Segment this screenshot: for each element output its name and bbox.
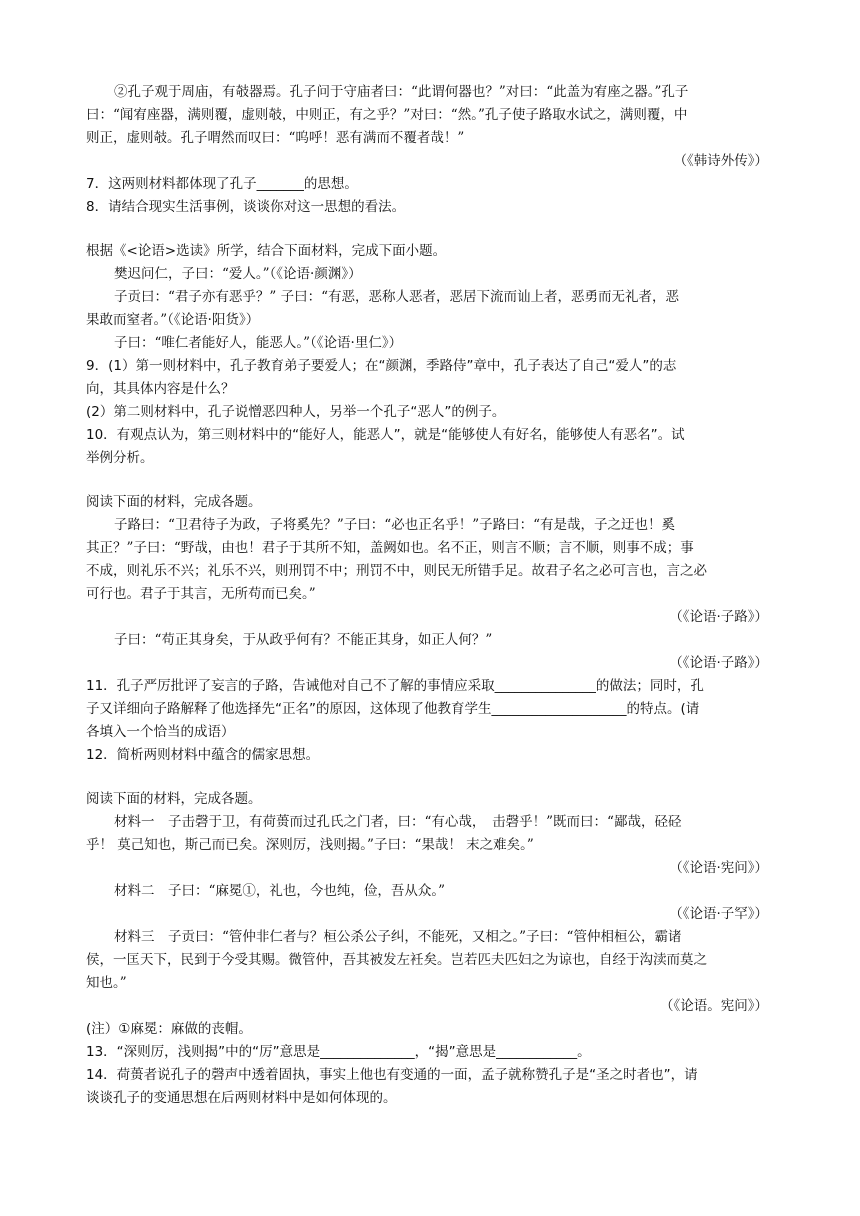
material-line: 不成，则礼乐不兴；礼乐不兴，则刑罚不中；刑罚不中，则民无所错手足。故君子名之必可言也，言之必	[86, 563, 707, 579]
source-citation: （《论语·子罕》）	[669, 906, 768, 922]
material-line: 其正？”子曰：“野哉，由也！君子于其所不知，盖阙如也。名不正，则言不顺；言不顺，则事不成；事	[86, 540, 694, 556]
material-line: 材料一 子击磬于卫，有荷蒉而过孔氏之门者，曰：“有心哉， 击磬乎！”既而曰：“鄙哉，硁硁	[114, 814, 682, 830]
material-line: 可行也。君子于其言，无所苟而已矣。”	[86, 586, 316, 602]
question-10: 10．有观点认为，第三则材料中的“能好人，能恶人”，就是“能够使人有好名，能够使人有恶名”。试	[86, 427, 685, 443]
question-11: 11．孔子严厉批评了妄言的子路，告诫他对自己不了解的事情应采取_______________的做法；同时，孔	[86, 678, 704, 694]
question-12: 12．简析两则材料中蕴含的儒家思想。	[86, 747, 320, 763]
material-line: 子曰：“唯仁者能好人，能恶人。”（《论语·里仁》）	[114, 335, 403, 351]
material-2-line-2: 曰：“闻宥座器，满则覆，虚则攲，中则正，有之乎？”对曰：“然。”孔子使子路取水试之，满则覆，中	[86, 107, 688, 123]
material-line: 侯，一匡天下，民到于今受其赐。微管仲，吾其被发左衽矣。岂若匹夫匹妇之为谅也，自经于沟渎而莫之	[86, 952, 707, 968]
material-line: 子曰：“苟正其身矣，于从政乎何有？不能正其身，如正人何？”	[114, 632, 493, 648]
question-9-part-1-cont: 向，其具体内容是什么？	[86, 381, 235, 397]
material-line: 果敢而窒者。”（《论语·阳货》）	[86, 312, 260, 328]
question-14: 14．荷蒉者说孔子的磬声中透着固执，事实上他也有变通的一面，孟子就称赞孔子是“圣之时者也”，请	[86, 1067, 698, 1083]
section-heading: 阅读下面的材料，完成各题。	[86, 494, 262, 510]
material-line: 子路曰：“卫君待子为政，子将奚先？”子曰：“必也正名乎！”子路曰：“有是哉，子之迂也！奚	[114, 517, 676, 533]
material-line: 知也。”	[86, 975, 127, 991]
question-10-cont: 举例分析。	[86, 450, 154, 466]
material-line: 樊迟问仁，子曰：“爱人。”（《论语·颜渊》）	[114, 266, 362, 282]
question-9-part-1: 9．(1）第一则材料中，孔子教育弟子要爱人；在“颜渊，季路侍”章中，孔子表达了自己“爱人”的志	[86, 358, 677, 374]
material-line: 材料三 子贡曰：“管仲非仁者与？桓公杀公子纠，不能死，又相之。”子曰：“管仲相桓公，霸诸	[114, 929, 682, 945]
material-2-line-3: 则正，虚则攲。孔子喟然而叹曰：“呜呼！恶有满而不覆者哉！”	[86, 130, 465, 146]
section-heading: 阅读下面的材料，完成各题。	[86, 791, 262, 807]
source-citation: （《论语·子路》）	[669, 609, 768, 625]
question-11-cont: 子又详细向子路解释了他选择先“正名”的原因，这体现了他教育学生____________________的特点。(请	[86, 701, 700, 717]
question-9-part-2: (2）第二则材料中，孔子说憎恶四种人，另举一个孔子“恶人”的例子。	[86, 404, 506, 420]
source-citation: （《论语·子路》）	[669, 655, 768, 671]
source-citation: （《韩诗外传》）	[673, 153, 768, 169]
question-8: 8．请结合现实生活事例，谈谈你对这一思想的看法。	[86, 199, 406, 215]
question-14-cont: 谈谈孔子的变通思想在后两则材料中是如何体现的。	[86, 1090, 397, 1106]
footnote: (注）①麻冕：麻做的丧帽。	[86, 1021, 252, 1037]
question-7: 7．这两则材料都体现了孔子_______的思想。	[86, 176, 358, 192]
source-citation: （《论语·宪问》）	[669, 860, 768, 876]
question-11-cont: 各填入一个恰当的成语）	[86, 724, 235, 740]
material-line: 乎！ 莫己知也，斯己而已矣。深则厉，浅则揭。”子曰：“果哉！ 末之难矣。”	[86, 837, 534, 853]
material-line: 材料二 子曰：“麻冕①，礼也，今也纯，俭，吾从众。”	[114, 883, 446, 899]
material-2-line-1: ②孔子观于周庙，有攲器焉。孔子问于守庙者曰：“此谓何器也？”对曰：“此盖为宥座之器。”孔子	[114, 84, 689, 100]
section-heading: 根据《<论语>选读》所学，结合下面材料，完成下面小题。	[86, 243, 447, 259]
question-13: 13．“深则厉，浅则揭”中的“厉”意思是______________，“揭”意思是____________。	[86, 1044, 591, 1060]
material-line: 子贡曰：“君子亦有恶乎？” 子曰：“有恶，恶称人恶者，恶居下流而讪上者，恶勇而无礼者，恶	[114, 289, 679, 305]
source-citation: （《论语。宪问》）	[660, 998, 768, 1014]
